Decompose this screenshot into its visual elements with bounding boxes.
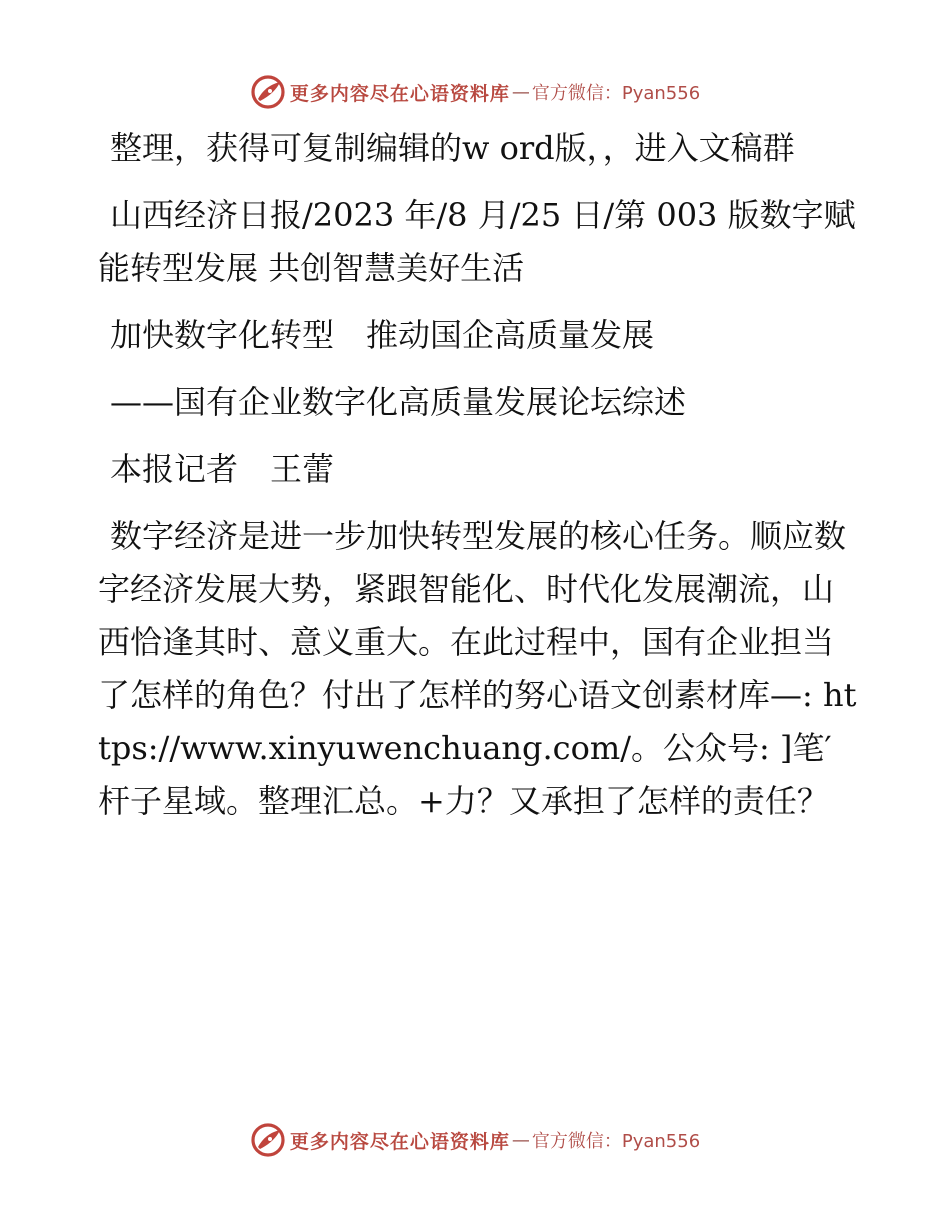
page-header <box>0 72 950 112</box>
paragraph-text: 整理，获得可复制编辑的w ord版，，进入文稿群 <box>110 129 795 167</box>
header-brand-text: 更多内容尽在心语资料库 <box>289 82 510 105</box>
paragraph-text: 加快数字化转型 推动国企高质量发展 <box>110 316 655 354</box>
paragraph-text: ——国有企业数字化高质量发展论坛综述 <box>110 383 687 421</box>
header-separator: — <box>511 81 530 103</box>
paragraph-source <box>98 189 858 295</box>
article-title <box>98 309 858 362</box>
article-byline <box>98 443 858 496</box>
document-body <box>98 122 858 842</box>
paragraph-text: 数字经济是进一步加快转型发展的核心任务。顺应数字经济发展大势，紧跟智能化、时代化发展潮流，山西恰逢其时、意义重大。在此过程中，国有企业担当了怎样的角色？付出了怎样的努心语文创素材库—: https://www.xinyuwenchuang.com/。公众号: ]笔′杆子星域。整理汇总。+力？又承担了怎样的责任？ <box>98 517 857 820</box>
paragraph-intro <box>98 122 858 175</box>
paragraph-text: 本报记者 王蕾 <box>110 450 335 488</box>
paragraph-text: 山西经济日报/2023 年/8 月/25 日/第 003 版数字赋能转型发展 共创智慧美好生活 <box>98 196 856 287</box>
footer-wechat-text: 官方微信：Pyan556 <box>531 1131 701 1152</box>
page-footer <box>0 1120 950 1160</box>
footer-separator: — <box>511 1129 530 1151</box>
article-subtitle <box>98 376 858 429</box>
paragraph-body <box>98 510 858 828</box>
pen-nib-logo-icon <box>250 74 286 110</box>
footer-brand-text: 更多内容尽在心语资料库 <box>289 1130 510 1153</box>
header-wechat-text: 官方微信：Pyan556 <box>531 83 701 104</box>
pen-nib-logo-icon <box>250 1122 286 1158</box>
